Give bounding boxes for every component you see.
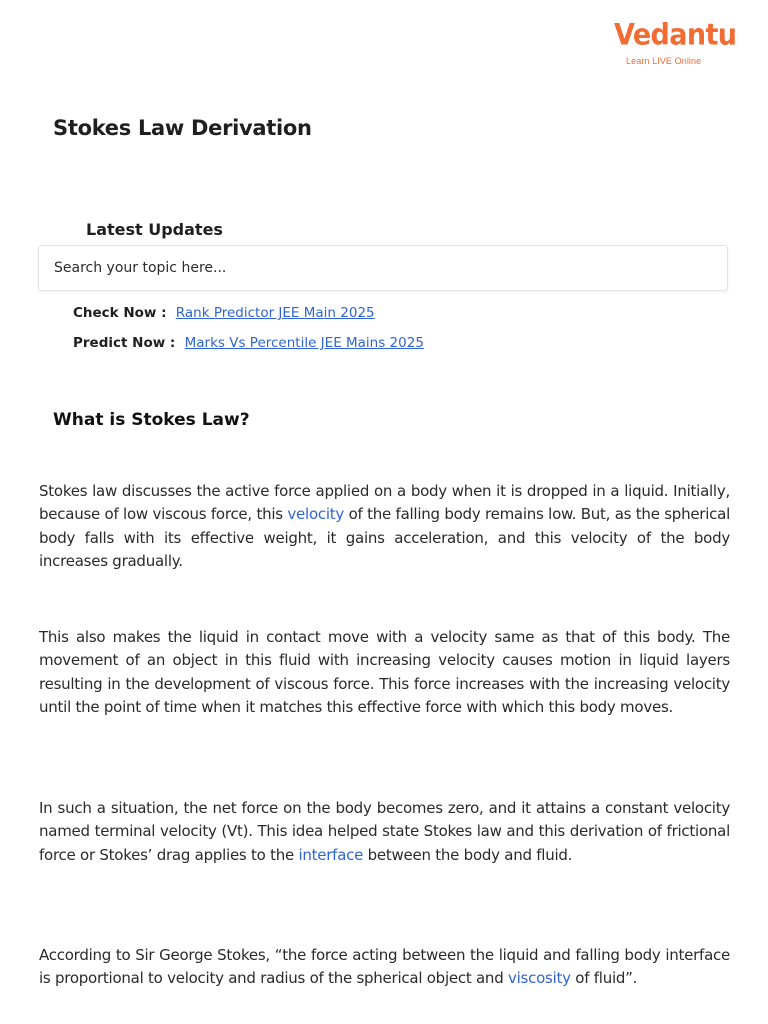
logo-tagline: Learn LIVE Online bbox=[626, 56, 702, 66]
paragraph-text: between the body and fluid. bbox=[363, 845, 573, 864]
promo-check-now bbox=[73, 305, 375, 321]
topic-search-input[interactable] bbox=[39, 246, 679, 290]
rank-predictor-link[interactable]: Rank Predictor JEE Main 2025 bbox=[175, 305, 375, 321]
topic-search-box bbox=[38, 245, 728, 291]
paragraph-text: According to Sir George Stokes, “the force acting between the liquid and falling body interface is proportional to velocity and radius of the spherical object and bbox=[39, 946, 730, 988]
promo-predict-now bbox=[73, 335, 424, 351]
page-title: Stokes Law Derivation bbox=[53, 116, 312, 140]
section-heading: What is Stokes Law? bbox=[53, 410, 250, 430]
paragraph-text: In such a situation, the net force on the body becomes zero, and it attains a constant velocity named terminal velocity (Vt). This idea helped state Stokes law and this derivation of frictional force or Stokes’ drag applies to the bbox=[39, 799, 730, 864]
paragraph-text: of fluid”. bbox=[570, 969, 638, 988]
article-paragraph bbox=[39, 944, 730, 991]
vedantu-logo[interactable] bbox=[612, 18, 737, 74]
article-paragraph bbox=[39, 797, 730, 867]
interface-link[interactable]: interface bbox=[298, 845, 364, 864]
latest-updates-heading: Latest Updates bbox=[86, 220, 223, 239]
viscosity-link[interactable]: viscosity bbox=[507, 969, 571, 988]
velocity-link[interactable]: velocity bbox=[287, 505, 345, 524]
logo-wordmark: Vedantu bbox=[614, 18, 737, 53]
article-paragraph bbox=[39, 480, 730, 573]
promo-label: Predict Now : bbox=[73, 335, 176, 351]
marks-vs-percentile-link[interactable]: Marks Vs Percentile JEE Mains 2025 bbox=[184, 335, 424, 351]
article-paragraph: This also makes the liquid in contact move with a velocity same as that of this body. The movement of an object in this fluid with increasing velocity causes motion in liquid layers resulting in the development of viscous force. This force increases with the increasing velocity until the point of time when it matches this effective force with which this body moves. bbox=[39, 628, 730, 716]
paragraph-text: Stokes law discusses the active force applied on a body when it is dropped in a liquid. Initially, because of low viscous force, this bbox=[39, 482, 730, 524]
paragraph-text: of the falling body remains low. But, as the spherical body falls with its effective weight, it gains acceleration, and this velocity of the body increases gradually. bbox=[39, 505, 730, 570]
promo-label: Check Now : bbox=[73, 305, 167, 321]
